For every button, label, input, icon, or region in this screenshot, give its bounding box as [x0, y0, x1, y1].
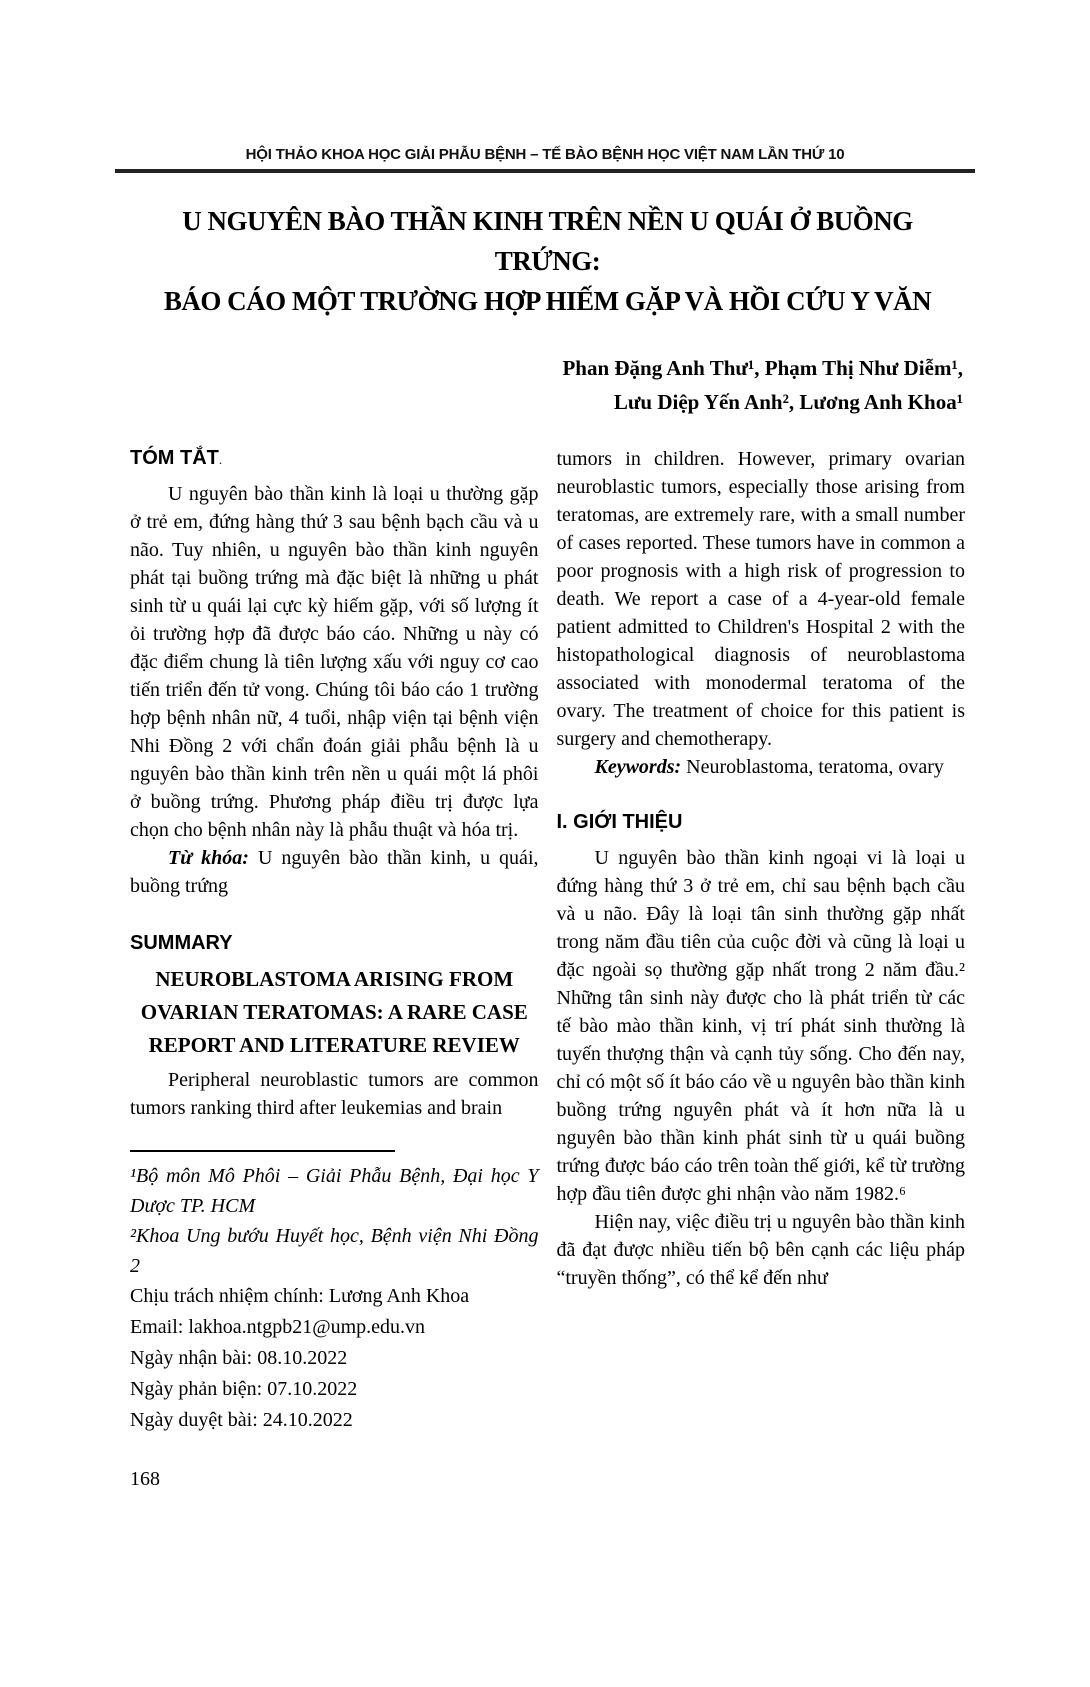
keywords-en-label: Keywords:	[594, 756, 682, 778]
keywords-en-text: Neuroblastoma, teratoma, ovary	[681, 756, 944, 778]
right-column	[557, 445, 966, 1436]
introduction-heading: I. GIỚI THIỆU	[556, 811, 683, 833]
summary-paragraph-right: tumors in children. However, primary ovarian neuroblastic tumors, especially those arising from teratomas, are extremely rare, with a small number of cases reported. These tumors have in common a poor prognosis with a high risk of progression to death. We report a case of a 4-year-old female patient admitted to Children's Hospital 2 with the histopathological diagnosis of neuroblastoma associated with monodermal teratoma of the ovary. The treatment of choice for this patient is surgery and chemotherapy.	[556, 448, 965, 750]
page-number: 168	[130, 1468, 160, 1490]
keywords-vi-text: U nguyên bào thần kinh, u quái, buồng trứng	[130, 847, 539, 897]
keywords-vi-label: Từ khóa:	[168, 847, 249, 869]
left-column	[130, 445, 539, 1436]
summary-heading: SUMMARY	[130, 932, 233, 954]
footnote-block	[130, 1150, 539, 1436]
footnote-affiliation-1: ¹Bộ môn Mô Phôi – Giải Phẫu Bệnh, Đại học Y Dược TP. HCM	[130, 1165, 539, 1217]
footnote-email: Email: lakhoa.ntgpb21@ump.edu.vn	[130, 1316, 426, 1338]
conference-header: HỘI THẢO KHOA HỌC GIẢI PHẪU BỆNH – TẾ BÀO BỆNH HỌC VIỆT NAM LẦN THỨ 10	[115, 146, 975, 173]
footnote-received-date: Ngày nhận bài: 08.10.2022	[130, 1347, 348, 1369]
keywords-en	[557, 753, 966, 781]
authors-line-1: Phan Đặng Anh Thư¹, Phạm Thị Như Diễm¹,	[562, 356, 963, 380]
authors-line-2: Lưu Diệp Yến Anh², Lương Anh Khoa¹	[613, 390, 963, 414]
introduction-paragraph-2: Hiện nay, việc điều trị u nguyên bào thần kinh đã đạt được nhiều tiến bộ bên cạnh các liệu pháp “truyền thống”, có thể kể đến như	[556, 1211, 965, 1289]
footnote-corresponding-author: Chịu trách nhiệm chính: Lương Anh Khoa	[130, 1285, 470, 1307]
abstract-paragraph-vi: U nguyên bào thần kinh là loại u thường gặp ở trẻ em, đứng hàng thứ 3 sau bệnh bạch cầu và u não. Tuy nhiên, u nguyên bào thần kinh nguyên phát tại buồng trứng mà đặc biệt là những u phát sinh từ u quái lại cực kỳ hiếm gặp, với số lượng ít ỏi trường hợp đã được báo cáo. Những u này có đặc điểm chung là tiên lượng xấu với nguy cơ cao tiến triển đến tử vong. Chúng tôi báo cáo 1 trường hợp bệnh nhân nữ, 4 tuổi, nhập viện tại bệnh viện Nhi Đồng 2 với chẩn đoán giải phẫu bệnh là u nguyên bào thần kinh trên nền u quái một lá phôi ở buồng trứng. Phương pháp điều trị được lựa chọn cho bệnh nhân này là phẫu thuật và hóa trị.	[130, 483, 539, 841]
keywords-vi	[130, 844, 539, 900]
footnote-affiliation-2: ²Khoa Ung bướu Huyết học, Bệnh viện Nhi Đồng 2	[130, 1225, 539, 1277]
paper-title-line-2: BÁO CÁO MỘT TRƯỜNG HỢP HIẾM GẶP VÀ HỒI CỨU Y VĂN	[163, 286, 932, 316]
authors	[130, 351, 963, 419]
introduction-paragraph-1: U nguyên bào thần kinh ngoại vi là loại u đứng hàng thứ 3 ở trẻ em, chỉ sau bệnh bạch cầu và u não. Đây là loại tân sinh thường gặp nhất trong năm đầu tiên của cuộc đời và cũng là loại u đặc ngoài sọ thường gặp nhất trong 2 năm đầu.² Những tân sinh này được cho là phát triển từ các tế bào mào thần kinh, vị trí phát sinh thường là tuyến thượng thận và cạnh tủy sống. Cho đến nay, chỉ có một số ít báo cáo về u nguyên bào thần kinh buồng trứng nguyên phát và ít hơn nữa là u nguyên bào thần kinh phát sinh từ u quái buồng trứng được báo cáo trên toàn thế giới, kể từ trường hợp đầu tiên được ghi nhận vào năm 1982.⁶	[556, 847, 965, 1205]
paper-page	[0, 146, 1090, 1687]
abstract-heading-dot: .	[218, 452, 223, 467]
abstract-heading-text: TÓM TẮT	[130, 447, 219, 469]
footnote-accepted-date: Ngày duyệt bài: 24.10.2022	[130, 1409, 353, 1431]
summary-paragraph-left: Peripheral neuroblastic tumors are common tumors ranking third after leukemias and brain	[130, 1069, 539, 1119]
abstract-heading	[130, 445, 539, 473]
paper-title	[130, 201, 965, 321]
footnote-review-date: Ngày phản biện: 07.10.2022	[130, 1378, 358, 1400]
two-column-body	[130, 445, 965, 1436]
footnote-divider	[130, 1150, 395, 1152]
paper-title-line-1: U NGUYÊN BÀO THẦN KINH TRÊN NỀN U QUÁI Ở BUỒNG TRỨNG:	[182, 206, 913, 276]
summary-title: NEUROBLASTOMA ARISING FROM OVARIAN TERATOMAS: A RARE CASE REPORT AND LITERATURE REVIEW	[140, 967, 528, 1057]
